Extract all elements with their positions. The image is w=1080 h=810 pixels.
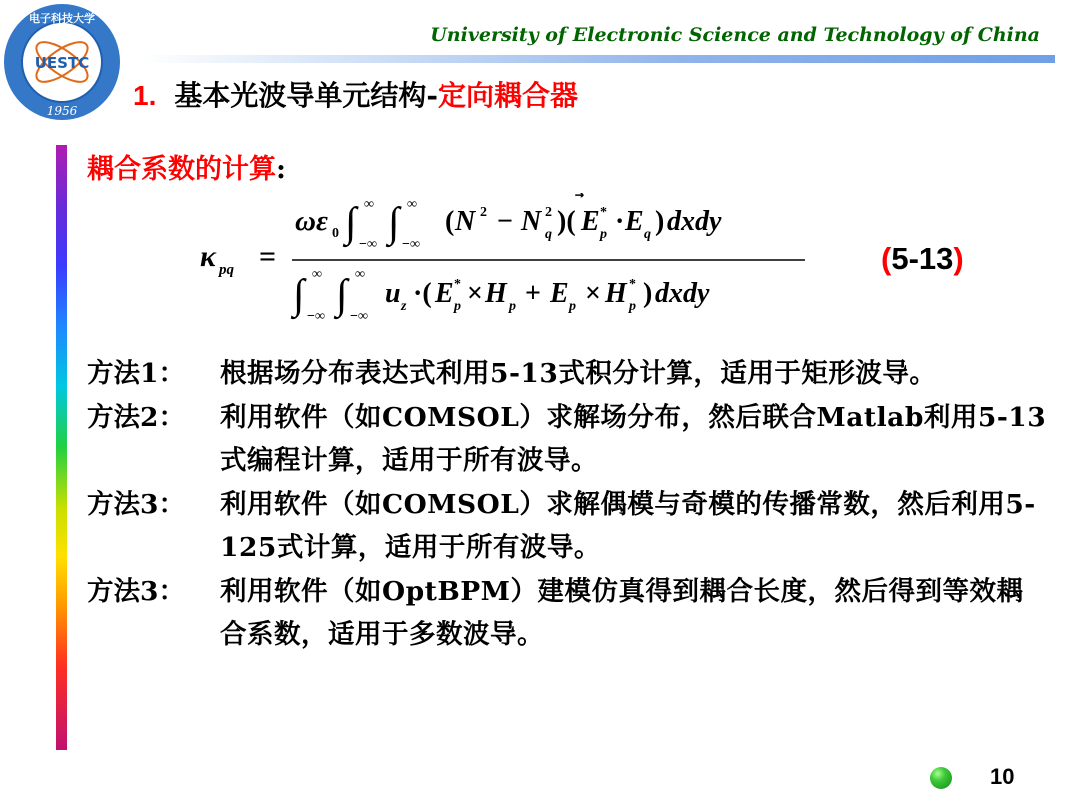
method-item bbox=[87, 570, 1047, 657]
formula-equals: = bbox=[259, 240, 277, 273]
page-number: 10 bbox=[990, 764, 1015, 789]
svg-text:H: H bbox=[485, 278, 507, 309]
svg-text:E: E bbox=[435, 278, 454, 309]
svg-text:∞: ∞ bbox=[312, 267, 322, 282]
logo-year: 1956 bbox=[46, 104, 78, 118]
logo-badge-text: UESTC bbox=[34, 54, 90, 72]
equation-number-value: 5-13 bbox=[891, 241, 954, 276]
svg-text:∞: ∞ bbox=[407, 197, 417, 212]
svg-text:2: 2 bbox=[480, 205, 487, 220]
svg-text:∫: ∫ bbox=[388, 200, 400, 246]
equation-number-open: ( bbox=[881, 241, 892, 276]
svg-text:·: · bbox=[615, 206, 625, 237]
svg-text:−: − bbox=[497, 206, 513, 237]
title-number: 1. bbox=[133, 80, 157, 111]
svg-text:·(: ·( bbox=[413, 278, 432, 309]
svg-text:+: + bbox=[525, 278, 541, 309]
university-name: University of Electronic Science and Technology of China bbox=[430, 24, 1040, 46]
header-divider-bar bbox=[140, 55, 1055, 63]
svg-text:)(: )( bbox=[557, 206, 576, 237]
svg-text:∫: ∫ bbox=[336, 272, 348, 318]
svg-text:⃗ bbox=[575, 192, 584, 198]
svg-text:): ) bbox=[643, 278, 653, 309]
svg-text:−∞: −∞ bbox=[402, 237, 420, 252]
svg-text:q: q bbox=[545, 227, 552, 242]
equation-number bbox=[881, 241, 964, 277]
title-main: 基本光波导单元结构- bbox=[174, 79, 438, 112]
svg-text:*: * bbox=[600, 205, 607, 220]
title-highlight: 定向耦合器 bbox=[437, 79, 578, 112]
method-label: 方法1： bbox=[87, 358, 185, 389]
rainbow-side-bar bbox=[56, 145, 67, 750]
method-item bbox=[87, 352, 1047, 396]
svg-text:∞: ∞ bbox=[364, 197, 374, 212]
logo-top-text: 电子科技大学 bbox=[29, 12, 95, 25]
svg-text:−∞: −∞ bbox=[350, 309, 368, 324]
svg-text:dxdy: dxdy bbox=[667, 206, 722, 237]
method-label: 方法3： bbox=[87, 488, 185, 520]
svg-text:×: × bbox=[467, 278, 483, 309]
svg-text:E: E bbox=[625, 206, 644, 237]
svg-text:E: E bbox=[581, 206, 600, 237]
svg-text:*: * bbox=[629, 277, 636, 292]
method-label: 方法3： bbox=[87, 575, 185, 607]
svg-text:dxdy: dxdy bbox=[655, 278, 710, 309]
svg-text:p: p bbox=[629, 299, 636, 314]
formula-denominator bbox=[290, 267, 710, 324]
svg-text:p: p bbox=[569, 299, 576, 314]
method-text: 利用软件（如OptBPM）建模仿真得到耦合长度，然后得到等效耦合系数，适用于多数波导。 bbox=[220, 575, 1024, 650]
svg-text:q: q bbox=[644, 227, 651, 242]
subtitle-colon: : bbox=[276, 154, 286, 185]
svg-text:ωε: ωε bbox=[295, 205, 328, 237]
svg-text:H: H bbox=[605, 278, 627, 309]
svg-text:z: z bbox=[401, 299, 407, 314]
slide-title bbox=[133, 74, 578, 114]
svg-text:−∞: −∞ bbox=[359, 237, 377, 252]
svg-text:N: N bbox=[455, 206, 476, 237]
method-text: 根据场分布表达式利用5-13式积分计算，适用于矩形波导。 bbox=[220, 358, 937, 389]
svg-text:p: p bbox=[600, 227, 607, 242]
svg-text:∞: ∞ bbox=[355, 267, 365, 282]
svg-text:*: * bbox=[454, 277, 461, 292]
formula-numerator bbox=[295, 192, 722, 252]
svg-text:u: u bbox=[385, 278, 401, 309]
svg-text:N: N bbox=[521, 206, 542, 237]
method-item bbox=[87, 396, 1047, 483]
svg-text:∫: ∫ bbox=[293, 272, 305, 318]
svg-text:−∞: −∞ bbox=[307, 309, 325, 324]
method-text: 利用软件（如COMSOL）求解偶模与奇模的传播常数，然后利用5-125式计算，适用于所有波导。 bbox=[220, 488, 1036, 563]
equation-number-close: ) bbox=[953, 241, 964, 276]
svg-text:E: E bbox=[550, 278, 569, 309]
formula-kappa: κ bbox=[200, 240, 216, 273]
method-text: 利用软件（如COMSOL）求解场分布，然后联合Matlab利用5-13式编程计算，适用于所有波导。 bbox=[220, 401, 1047, 476]
uestc-logo bbox=[2, 2, 122, 122]
svg-text:p: p bbox=[509, 299, 516, 314]
methods-list bbox=[87, 352, 1047, 657]
svg-text:∫: ∫ bbox=[345, 200, 357, 246]
svg-text:p: p bbox=[454, 299, 461, 314]
svg-text:0: 0 bbox=[332, 226, 339, 241]
coupling-coefficient-formula bbox=[195, 186, 815, 326]
formula-kappa-subscript: pq bbox=[219, 262, 234, 278]
svg-text:(: ( bbox=[445, 206, 455, 237]
svg-text:): ) bbox=[655, 206, 665, 237]
svg-text:×: × bbox=[585, 278, 601, 309]
method-item bbox=[87, 483, 1047, 570]
subtitle-text: 耦合系数的计算 bbox=[87, 154, 276, 185]
method-label: 方法2： bbox=[87, 401, 185, 433]
section-subtitle bbox=[87, 147, 286, 186]
svg-text:2: 2 bbox=[545, 205, 552, 220]
green-dot-icon bbox=[930, 767, 952, 789]
